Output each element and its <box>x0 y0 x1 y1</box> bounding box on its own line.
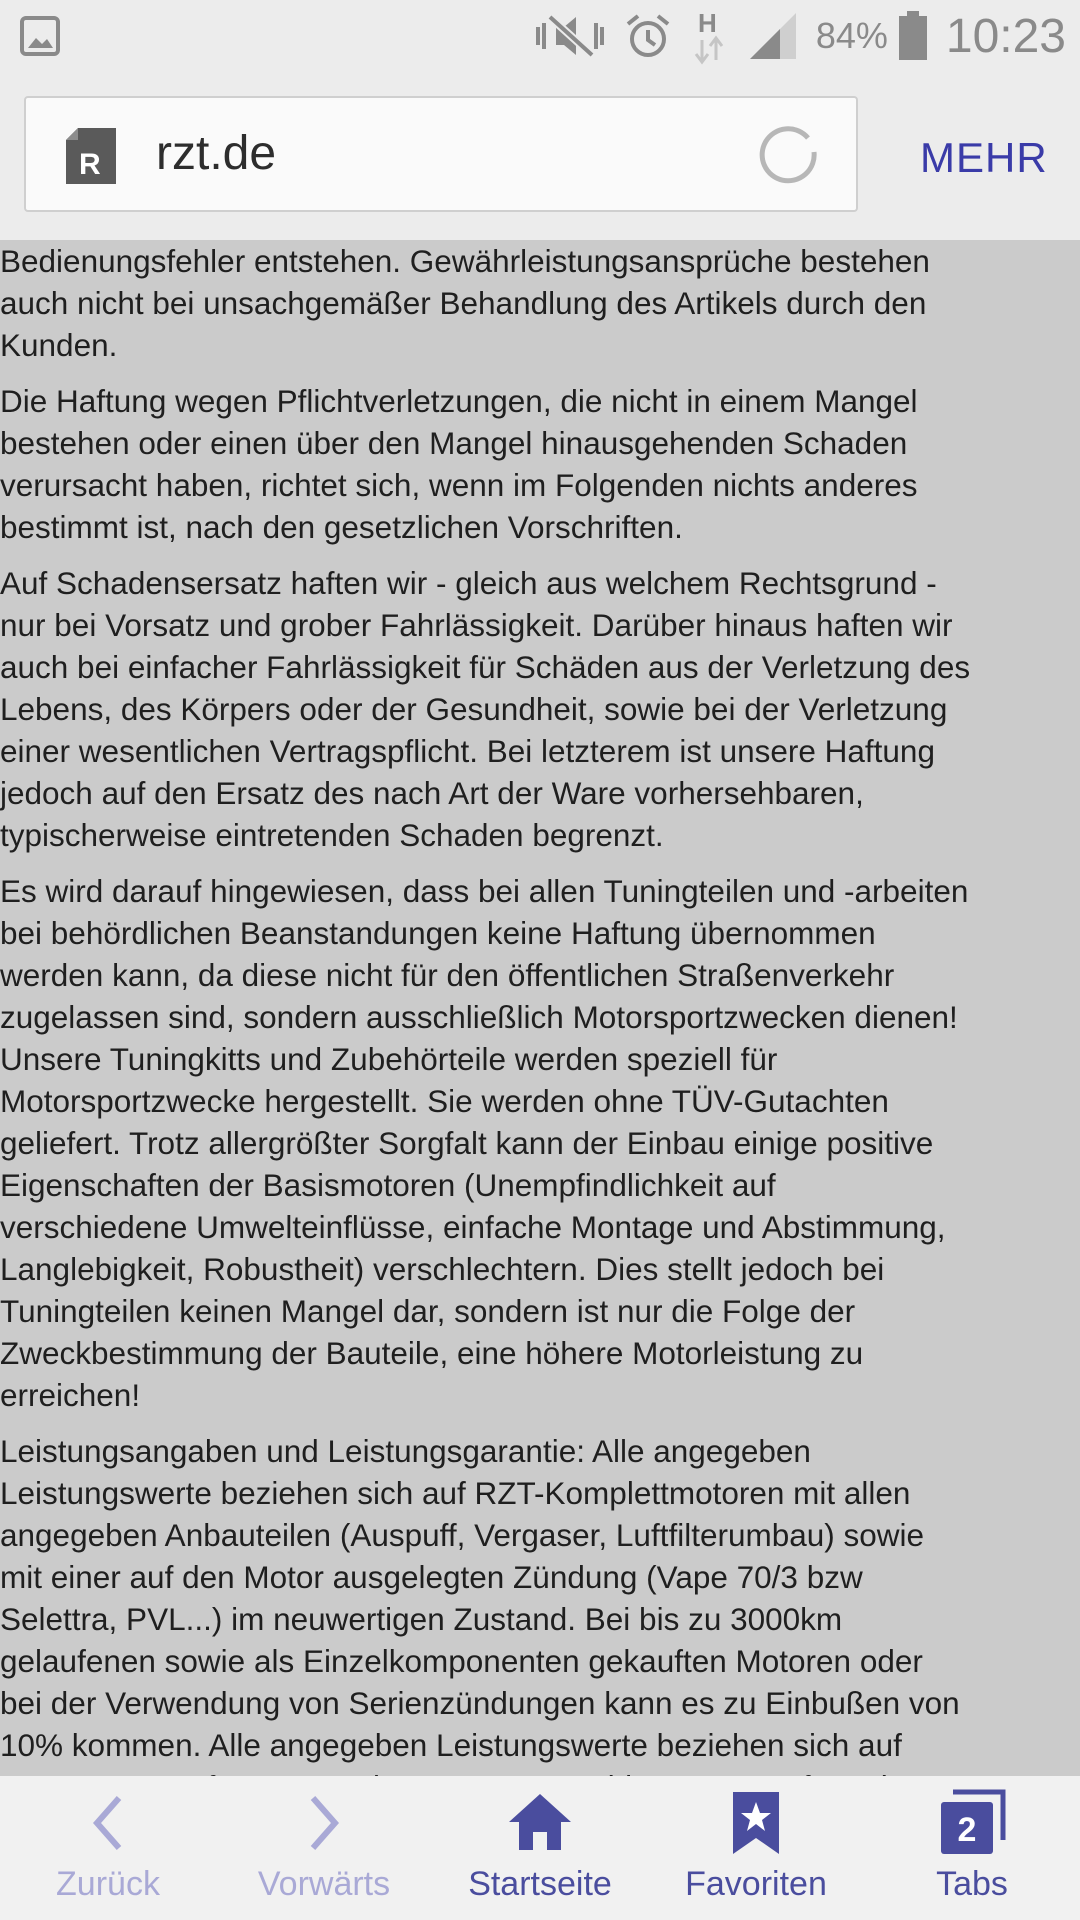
paragraph-line: jedoch auf den Ersatz des nach Art der Ware vorhersehbaren, <box>0 775 864 811</box>
paragraph-line: geliefert. Trotz allergrößter Sorgfalt kann der Einbau einige positive <box>0 1125 934 1161</box>
signal-icon <box>748 11 798 61</box>
paragraph-line: verschiedene Umwelteinflüsse, einfache Montage und Abstimmung, <box>0 1209 946 1245</box>
battery-icon <box>898 11 928 61</box>
forward-label: Vorwärts <box>257 1865 391 1903</box>
battery-percent: 84% <box>815 15 888 56</box>
gallery-icon <box>20 16 60 56</box>
paragraph-line: Es wird darauf hingewiesen, dass bei allen Tuningteilen und -arbeiten <box>0 873 969 909</box>
article-paragraph <box>0 380 1080 548</box>
bookmark-star-icon <box>721 1788 791 1858</box>
paragraph-line: nur bei Vorsatz und grober Fahrlässigkeit. Darüber hinaus haften wir <box>0 607 953 643</box>
paragraph-line: Leistungswerte beziehen sich auf RZT-Komplettmotoren mit allen <box>0 1475 911 1511</box>
article-paragraph <box>0 870 1080 1416</box>
article-paragraph <box>0 1430 1080 1808</box>
data-type-label: H <box>697 8 717 38</box>
paragraph-line: auch bei einfacher Fahrlässigkeit für Schäden aus der Verletzung des <box>0 649 971 685</box>
home-button[interactable] <box>432 1776 648 1920</box>
home-icon <box>505 1788 575 1858</box>
article-paragraph <box>0 562 1080 856</box>
alarm-icon <box>624 12 672 60</box>
paragraph-line: mit einer auf den Motor ausgelegten Zündung (Vape 70/3 bzw <box>0 1559 863 1595</box>
tabs-label: Tabs <box>936 1865 1008 1903</box>
paragraph-line: Unsere Tuningkitts und Zubehörteile werden speziell für <box>0 1041 778 1077</box>
favorites-label: Favoriten <box>685 1865 827 1903</box>
paragraph-line: Kunden. <box>0 327 118 363</box>
paragraph-line: erreichen! <box>0 1377 141 1413</box>
mute-icon <box>534 13 606 59</box>
paragraph-line: Motorsportzwecke hergestellt. Sie werden ohne TÜV-Gutachten <box>0 1083 889 1119</box>
back-label: Zurück <box>56 1865 160 1903</box>
paragraph-line: auch nicht bei unsachgemäßer Behandlung des Artikels durch den <box>0 285 927 321</box>
paragraph-line: Langlebigkeit, Robustheit) verschlechtern. Dies stellt jedoch bei <box>0 1251 885 1287</box>
back-arrow-icon <box>73 1788 143 1858</box>
paragraph-line: bei der Verwendung von Serienzündungen kann es zu Einbußen von <box>0 1685 960 1721</box>
paragraph-line: Zweckbestimmung der Bauteile, eine höhere Motorleistung zu <box>0 1335 864 1371</box>
paragraph-line: bestehen oder einen über den Mangel hinausgehenden Schaden <box>0 425 908 461</box>
paragraph-line: 10% kommen. Alle angegeben Leistungswerte beziehen sich auf <box>0 1727 902 1763</box>
paragraph-line: bestimmt ist, nach den gesetzlichen Vorschriften. <box>0 509 683 545</box>
paragraph-line: Leistungsangaben und Leistungsgarantie: Alle angegeben <box>0 1433 811 1469</box>
status-icons <box>534 0 1066 72</box>
article-paragraph <box>0 240 1080 366</box>
paragraph-line: zugelassen sind, sondern ausschließlich Motorsportzwecken dienen! <box>0 999 958 1035</box>
reload-icon[interactable] <box>758 124 822 188</box>
paragraph-line: typischerweise eintretenden Schaden begrenzt. <box>0 817 664 853</box>
paragraph-line: Bedienungsfehler entstehen. Gewährleistungsansprüche bestehen <box>0 243 930 279</box>
paragraph-line: Tuningteilen keinen Mangel dar, sondern ist nur die Folge der <box>0 1293 856 1329</box>
url-text[interactable]: rzt.de <box>156 127 277 180</box>
tabs-button[interactable] <box>864 1776 1080 1920</box>
hplus-data-icon <box>690 8 730 64</box>
site-icon-letter: R <box>79 148 101 181</box>
paragraph-line: Lebens, des Körpers oder der Gesundheit, sowie bei der Verletzung <box>0 691 948 727</box>
bottom-navigation <box>0 1776 1080 1920</box>
paragraph-line: Die Haftung wegen Pflichtverletzungen, die nicht in einem Mangel <box>0 383 918 419</box>
paragraph-line: bei behördlichen Beanstandungen keine Haftung übernommen <box>0 915 876 951</box>
back-button[interactable] <box>0 1776 216 1920</box>
forward-arrow-icon <box>289 1788 359 1858</box>
paragraph-line: Auf Schadensersatz haften wir - gleich aus welchem Rechtsgrund - <box>0 565 937 601</box>
page-content[interactable] <box>0 240 1080 1776</box>
more-menu-button[interactable]: MEHR <box>920 134 1048 181</box>
favorites-button[interactable] <box>648 1776 864 1920</box>
tabs-count-badge: 2 <box>957 1811 977 1849</box>
paragraph-line: verursacht haben, richtet sich, wenn im Folgenden nichts anderes <box>0 467 918 503</box>
status-bar <box>0 0 1080 72</box>
tabs-icon <box>937 1788 1007 1858</box>
paragraph-line: angegeben Anbauteilen (Auspuff, Vergaser, Luftfilterumbau) sowie <box>0 1517 925 1553</box>
page-text <box>0 240 1080 1822</box>
clock-time: 10:23 <box>945 9 1066 63</box>
paragraph-line: einer wesentlichen Vertragspflicht. Bei letzterem ist unsere Haftung <box>0 733 935 769</box>
site-favicon-icon <box>66 128 116 184</box>
browser-toolbar <box>0 72 1080 240</box>
address-bar[interactable] <box>24 96 858 212</box>
paragraph-line: Selettra, PVL...) im neuwertigen Zustand. Bei bis zu 3000km <box>0 1601 843 1637</box>
home-label: Startseite <box>468 1865 612 1903</box>
forward-button[interactable] <box>216 1776 432 1920</box>
paragraph-line: werden kann, da diese nicht für den öffentlichen Straßenverkehr <box>0 957 895 993</box>
paragraph-line: gelaufenen sowie als Einzelkomponenten gekauften Motoren oder <box>0 1643 923 1679</box>
paragraph-line: Eigenschaften der Basismotoren (Unempfindlichkeit auf <box>0 1167 776 1203</box>
